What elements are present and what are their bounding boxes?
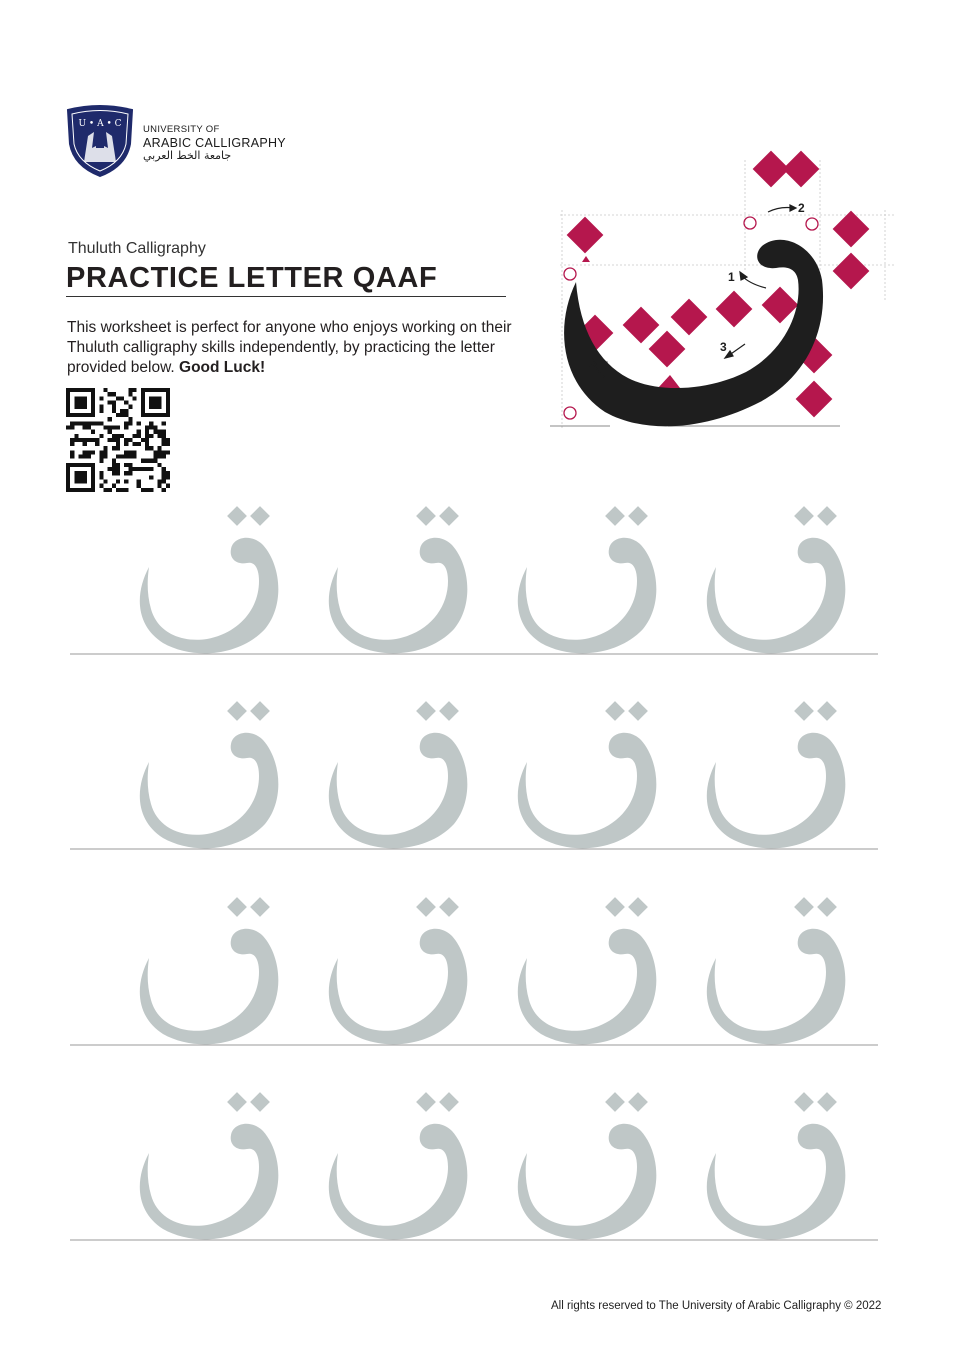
practice-letter-qaaf [518, 506, 657, 653]
crest-initials: U • A • C [78, 119, 122, 129]
org-name-line1: UNIVERSITY OF [143, 124, 220, 135]
stroke-number-3: 3 [720, 340, 727, 354]
practice-letter-qaaf [329, 1092, 468, 1239]
practice-letter-qaaf [518, 897, 657, 1044]
practice-letter-qaaf [140, 1092, 279, 1239]
practice-letter-qaaf [518, 701, 657, 848]
practice-letter-qaaf [140, 506, 279, 653]
page-title: PRACTICE LETTER QAAF [66, 262, 438, 294]
description [67, 318, 527, 378]
qr-code[interactable] [66, 388, 170, 492]
practice-letter-qaaf [707, 1092, 846, 1239]
university-crest-logo [66, 104, 134, 178]
practice-letter-qaaf [329, 506, 468, 653]
org-name-line2: ARABIC CALLIGRAPHY [143, 135, 286, 150]
practice-letter-qaaf [518, 1092, 657, 1239]
practice-letter-qaaf [329, 897, 468, 1044]
stroke-number-2: 2 [798, 201, 805, 215]
practice-letter-qaaf [707, 506, 846, 653]
copyright-footer: All rights reserved to The University of Arabic Calligraphy © 2022 [551, 1300, 882, 1312]
practice-letter-qaaf [329, 701, 468, 848]
practice-letter-qaaf [707, 897, 846, 1044]
description-text: This worksheet is perfect for anyone who enjoys working on their Thuluth calligraphy skills independently, by practicing the letter provided below. [67, 319, 512, 376]
organization-name [143, 125, 286, 163]
description-emphasis: Good Luck! [179, 359, 266, 376]
subtitle: Thuluth Calligraphy [68, 240, 206, 257]
practice-letter-qaaf [707, 701, 846, 848]
letter-stroke-guide [550, 150, 895, 440]
stroke-number-1: 1 [728, 270, 735, 284]
practice-letter-qaaf [140, 701, 279, 848]
stroke-number-4: 4 [602, 359, 609, 373]
title-divider [66, 296, 506, 297]
practice-letter-qaaf [140, 897, 279, 1044]
org-name-arabic: جامعة الخط العربي [143, 149, 232, 163]
